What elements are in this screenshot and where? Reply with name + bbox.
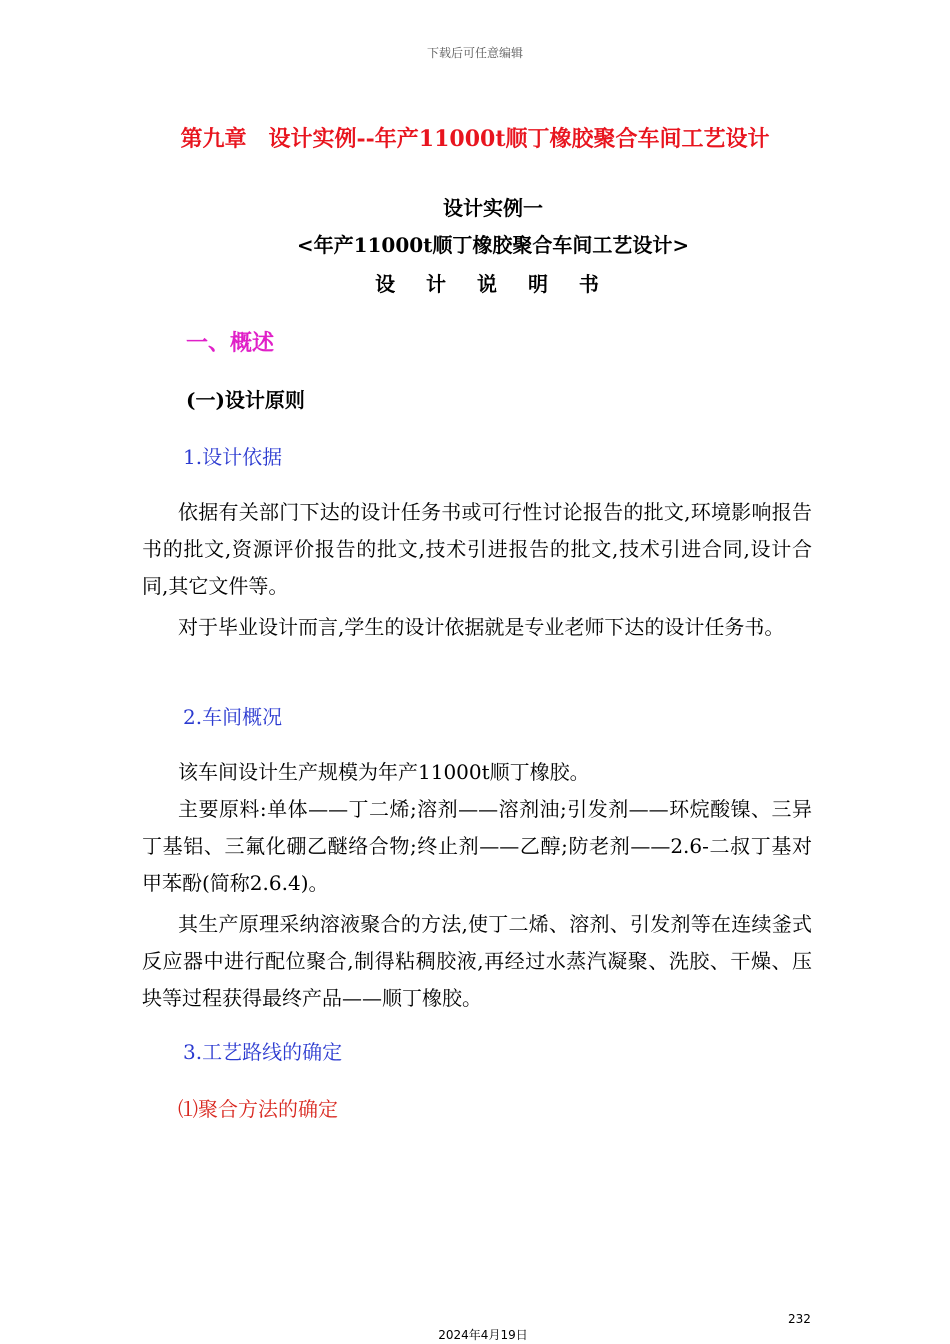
paragraph-raw-materials: 主要原料:单体——丁二烯;溶剂——溶剂油;引发剂——环烷酸镍、三异丁基铝、三氟化硼乙醚络合物;终止剂——乙醇;防老剂——2.6-二叔丁基对甲苯酚(简称2.6.4)。 <box>142 797 812 895</box>
footer-date: 2024年4月19日 <box>438 1328 528 1342</box>
item-heading-process-route: 3.工艺路线的确定 <box>183 1040 343 1064</box>
paragraph-production-scale: 该车间设计生产规模为年产11000t顺丁橡胶。 <box>178 760 590 784</box>
example-title: 设计实例一 <box>443 196 543 220</box>
chapter-title: 第九章 设计实例--年产11000t顺丁橡胶聚合车间工艺设计 <box>180 126 770 152</box>
paragraph-design-basis: 依据有关部门下达的设计任务书或可行性讨论报告的批文,环境影响报告书的批文,资源评价报告的批文,技术引进报告的批文,技术引进合同,设计合同,其它文件等。 <box>142 500 812 598</box>
project-title: <年产11000t顺丁橡胶聚合车间工艺设计> <box>296 233 690 257</box>
document-type-title: 设 计 说 明 书 <box>375 272 611 296</box>
item-heading-polymerization-method: ⑴聚合方法的确定 <box>178 1097 338 1121</box>
item-heading-workshop-overview: 2.车间概况 <box>183 705 283 729</box>
item-heading-design-basis: 1.设计依据 <box>183 445 283 469</box>
section-heading-overview: 一、概述 <box>186 330 275 356</box>
paragraph-graduation-design: 对于毕业设计而言,学生的设计依据就是专业老师下达的设计任务书。 <box>178 615 785 639</box>
page-header-note: 下载后可任意编辑 <box>426 46 523 60</box>
subsection-heading-design-principles: (一)设计原则 <box>186 388 305 412</box>
page-number: 232 <box>788 1312 811 1326</box>
paragraph-production-principle: 其生产原理采纳溶液聚合的方法,使丁二烯、溶剂、引发剂等在连续釜式反应器中进行配位聚合,制得粘稠胶液,再经过水蒸汽凝聚、洗胶、干燥、压块等过程获得最终产品——顺丁橡胶。 <box>142 912 812 1010</box>
